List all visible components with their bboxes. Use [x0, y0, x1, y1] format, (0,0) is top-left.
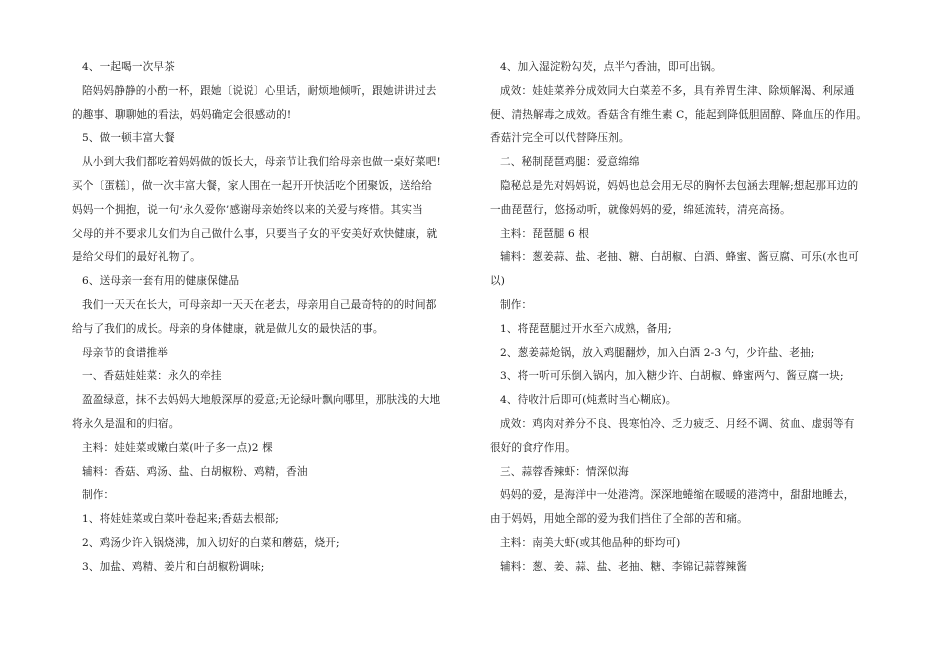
text-line: 父母的并不要求儿女们为自己做什么事，只要当子女的平安美好欢快健康，就: [72, 227, 438, 240]
text-line: 买个〔蛋糕〕，做一次丰富大餐，家人围在一起开开快活吃个团聚饭，送给给: [72, 179, 432, 192]
text-line: 制作：: [500, 298, 533, 311]
text-line: 是给父母们的最好礼物了。: [72, 251, 201, 264]
section-heading: 4、一起喝一次早茶: [82, 61, 175, 73]
section-heading: 一、香菇娃娃菜：永久的牵挂: [82, 370, 222, 383]
text-line: 3、加盐、鸡精、姜片和白胡椒粉调味;: [82, 560, 265, 573]
text-line: 的趣事、聊聊她的看法，妈妈确定会很感动的!: [72, 108, 292, 121]
text-line: 主料：琵琶腿 6 根: [500, 227, 590, 240]
text-line: 以): [490, 275, 506, 288]
text-line: 主料：娃娃菜或嫩白菜(叶子多一点)2 棵: [82, 441, 273, 454]
text-line: 4、待收汁后即可(炖煮时当心糊底)。: [500, 394, 677, 407]
text-line: 将永久是温和的归宿。: [72, 417, 180, 430]
section-heading: 6、送母亲一套有用的健康保健品: [82, 275, 240, 288]
text-line: 给与了我们的成长。母亲的身体健康，就是做儿女的最快活的事。: [72, 322, 384, 335]
text-line: 成效：鸡肉对养分不良、畏寒怕冷、乏力疲乏、月经不调、贫血、虚弱等有: [500, 417, 855, 430]
text-line: 陪妈妈静静的小酌一杯，跟她〔说说〕心里话，耐烦地倾听，跟她讲讲过去: [82, 84, 437, 97]
text-line: 香菇汁完全可以代替降压剂。: [490, 132, 630, 145]
text-line: 我们一天天在长大，可母亲却一天天在老去，母亲用自己最奇特的的时间都: [82, 298, 437, 311]
section-heading: 三、蒜蓉香辣虾：情深似海: [500, 465, 629, 478]
text-line: 3、将一听可乐倒入锅内，加入糖少许、白胡椒、蜂蜜两勺、酱豆腐一块;: [500, 370, 844, 383]
text-line: 4、加入湿淀粉勾芡，点半勺香油，即可出锅。: [500, 61, 722, 73]
text-line: 2、鸡汤少许入锅烧沸，加入切好的白菜和蘑菇，烧开;: [82, 536, 340, 549]
text-line: 妈妈一个拥抱，说一句‘永久爱你’感谢母亲始终以来的关爱与疼惜。其实当: [72, 203, 423, 216]
text-line: 1、将娃娃菜或白菜叶卷起来;香菇去根部;: [82, 513, 279, 526]
right-column: [490, 56, 875, 580]
section-heading: 二、秘制琵琶鸡腿：爱意绵绵: [500, 156, 640, 169]
text-line: 主料：南美大虾(或其他品种的虾均可): [500, 536, 681, 549]
text-line: 辅料：葱、姜、蒜、盐、老抽、糖、李锦记蒜蓉辣酱: [500, 560, 748, 573]
text-line: 盈盈绿意，抹不去妈妈大地般深厚的爱意;无论绿叶飘向哪里，那肤浅的大地: [82, 394, 441, 407]
section-heading: 母亲节的食谱推举: [82, 346, 168, 359]
section-heading: 5、做一顿丰富大餐: [82, 132, 175, 145]
text-line: 2、葱姜蒜炝锅，放入鸡腿翻炒，加入白酒 2-3 勺，少许盐、老抽;: [500, 346, 815, 359]
text-line: 辅料：香菇、鸡汤、盐、白胡椒粉、鸡精，香油: [82, 465, 308, 478]
text-line: 便、清热解毒之成效。香菇含有维生素 C，能起到降低胆固醇、降血压的作用。: [490, 108, 868, 121]
text-line: 从小到大我们都吃着妈妈做的饭长大，母亲节让我们给母亲也做一桌好菜吧!: [82, 156, 441, 169]
text-line: 由于妈妈，用她全部的爱为我们挡住了全部的苦和痛。: [490, 513, 748, 526]
text-line: 一曲琵琶行，悠扬动听，就像妈妈的爱，绵延流转，清亮高扬。: [490, 203, 791, 216]
text-line: 成效：娃娃菜养分成效同大白菜差不多，具有养胃生津、除烦解渴、利尿通: [500, 84, 855, 97]
text-line: 1、将琵琶腿过开水至六成熟，备用;: [500, 322, 672, 335]
text-line: 妈妈的爱，是海洋中一处港湾。深深地蜷缩在暖暖的港湾中，甜甜地睡去，: [500, 489, 855, 502]
text-line: 隐秘总是先对妈妈说，妈妈也总会用无尽的胸怀去包涵去理解;想起那耳边的: [500, 179, 859, 192]
text-line: 辅料：葱姜蒜、盐、老抽、糖、白胡椒、白酒、蜂蜜、酱豆腐、可乐(水也可: [500, 251, 859, 264]
left-column: [72, 56, 460, 580]
text-line: 很好的食疗作用。: [490, 441, 576, 454]
text-line: 制作：: [82, 489, 115, 502]
